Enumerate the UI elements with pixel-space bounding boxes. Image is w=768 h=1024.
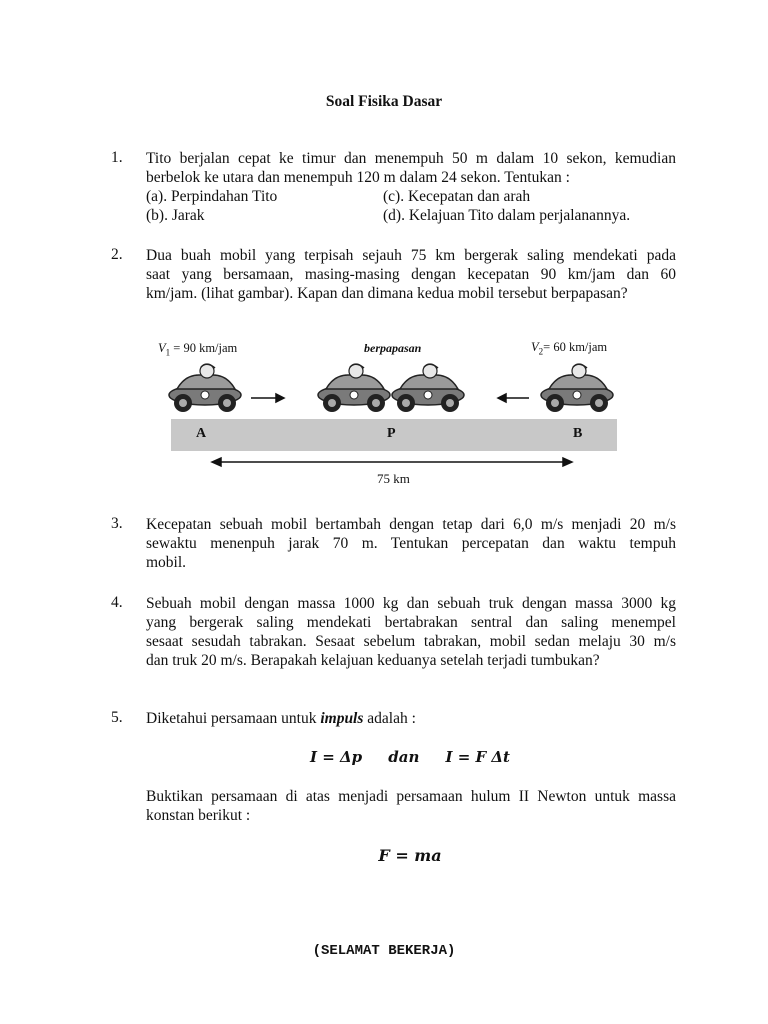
page-title: Soal Fisika Dasar bbox=[325, 93, 443, 110]
question-5-line: Buktikan persamaan di atas menjadi persamaan hulum II Newton untuk massa bbox=[146, 788, 676, 805]
question-2-line: saat yang bersamaan, masing-masing dengan kecepatan 90 km/jam dan 60 bbox=[146, 266, 676, 283]
equation-impulse: I = Δp dan I = F Δt bbox=[310, 748, 510, 766]
question-4-text bbox=[146, 594, 676, 670]
question-4-line: Sebuah mobil dengan massa 1000 kg dan sebuah truk dengan massa 3000 kg bbox=[146, 595, 676, 612]
car-b bbox=[541, 364, 613, 412]
question-2-line: km/jam. (lihat gambar). Kapan dan dimana kedua mobil tersebut berpapasan? bbox=[146, 285, 628, 302]
question-4-line: dan truk 20 m/s. Berapakah kelajuan keduanya setelah terjadi tumbukan? bbox=[146, 652, 600, 669]
question-4-line: sesaat sesudah tabrakan. Sesaat sebelum tabrakan, mobil sedan melaju 30 m/s bbox=[146, 633, 676, 650]
question-5-number: 5. bbox=[111, 709, 123, 726]
question-3-line: Kecepatan sebuah mobil bertambah dengan tetap dari 6,0 m/s menjadi 20 m/s bbox=[146, 516, 676, 533]
car-a bbox=[169, 364, 241, 412]
impuls-term: impuls bbox=[320, 710, 364, 727]
question-5-intro: Diketahui persamaan untuk impuls adalah : bbox=[146, 710, 416, 727]
question-1-line: berbelok ke utara dan menempuh 120 m dalam 24 sekon. Tentukan : bbox=[146, 169, 570, 186]
option-c: (c). Kecepatan dan arah bbox=[383, 188, 531, 205]
option-d: (d). Kelajuan Tito dalam perjalanannya. bbox=[383, 207, 631, 224]
question-2-line: Dua buah mobil yang terpisah sejauh 75 km bergerak saling mendekati pada bbox=[146, 247, 676, 264]
question-5-line: konstan berikut : bbox=[146, 807, 251, 824]
question-4-number: 4. bbox=[111, 594, 123, 611]
distance-arrow-icon bbox=[212, 458, 572, 466]
arrow-left-icon bbox=[498, 394, 529, 402]
question-2-number: 2. bbox=[111, 246, 123, 263]
question-1-number: 1. bbox=[111, 149, 123, 166]
question-3-line: sewaktu menenpuh jarak 70 m. Tentukan percepatan dan waktu tempuh bbox=[146, 535, 676, 552]
option-b: (b). Jarak bbox=[146, 207, 205, 224]
question-3-line: mobil. bbox=[146, 554, 187, 571]
distance-label: 75 km bbox=[377, 471, 410, 486]
point-a-label: A bbox=[196, 426, 207, 441]
question-5-text bbox=[146, 787, 676, 825]
question-3-number: 3. bbox=[111, 515, 123, 532]
equation-newton: F = ma bbox=[378, 846, 442, 865]
arrow-right-icon bbox=[251, 394, 284, 402]
v1-label: $V_1 = 90$ km/jam bbox=[158, 341, 238, 358]
car-p-right bbox=[392, 364, 464, 412]
question-4-line: yang bergerak saling mendekati bertabrakan sentral dan saling menempel bbox=[146, 614, 676, 631]
point-p-label: P bbox=[387, 426, 396, 441]
meet-label: berpapasan bbox=[364, 341, 422, 355]
question-3-text bbox=[146, 515, 676, 572]
v2-label: $V_2= 60$ km/jam bbox=[531, 340, 608, 357]
car-p-left bbox=[318, 364, 390, 412]
closing-text: (SELAMAT BEKERJA) bbox=[312, 943, 456, 959]
question-1-line: Tito berjalan cepat ke timur dan menempuh 50 m dalam 10 sekon, kemudian bbox=[146, 150, 676, 167]
option-a: (a). Perpindahan Tito bbox=[146, 188, 278, 205]
point-b-label: B bbox=[573, 426, 583, 441]
